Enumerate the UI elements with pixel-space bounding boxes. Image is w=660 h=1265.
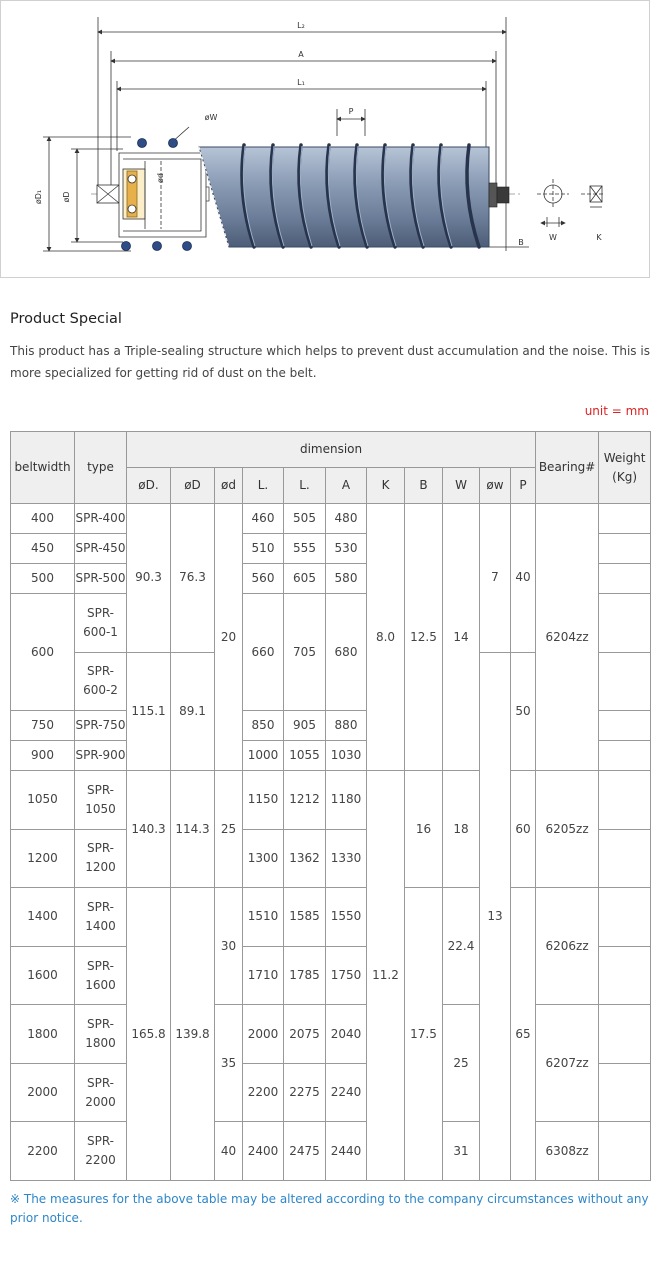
- label-phid: ød: [156, 173, 165, 183]
- cell-B: 17.5: [405, 888, 443, 1181]
- cell-weight: [599, 711, 651, 741]
- cell-W: 31: [443, 1122, 480, 1181]
- header-A: A: [326, 468, 367, 504]
- header-beltwidth: beltwidth: [11, 432, 75, 504]
- cell-A: 2240: [326, 1063, 367, 1122]
- header-W: W: [443, 468, 480, 504]
- cell-weight: [599, 594, 651, 653]
- cell-type: SPR-1400: [75, 888, 127, 947]
- cell-type: SPR-450: [75, 534, 127, 564]
- spec-table: [10, 431, 651, 1181]
- cell-type: SPR-2000: [75, 1063, 127, 1122]
- cell-D: 89.1: [171, 652, 215, 771]
- cell-D1: 140.3: [127, 771, 171, 888]
- cell-A: 1550: [326, 888, 367, 947]
- cell-type: SPR-1050: [75, 771, 127, 830]
- cell-weight: [599, 888, 651, 947]
- cell-L1: 560: [243, 564, 284, 594]
- cell-bearing: 6206zz: [536, 888, 599, 1005]
- cell-weight: [599, 771, 651, 830]
- table-row: [11, 504, 651, 534]
- header-weight: Weight (Kg): [599, 432, 651, 504]
- cell-L2: 1055: [284, 741, 326, 771]
- label-phiD: øD: [62, 191, 71, 203]
- cell-weight: [599, 829, 651, 888]
- cell-D1: 115.1: [127, 652, 171, 771]
- cell-A: 2040: [326, 1005, 367, 1064]
- cell-L2: 1785: [284, 946, 326, 1005]
- cell-beltwidth: 2000: [11, 1063, 75, 1122]
- cell-L2: 705: [284, 594, 326, 711]
- cell-beltwidth: 1050: [11, 771, 75, 830]
- table-row: [11, 888, 651, 947]
- cell-bearing: 6207zz: [536, 1005, 599, 1122]
- cell-L1: 1300: [243, 829, 284, 888]
- cell-D1: 165.8: [127, 888, 171, 1181]
- cell-L1: 1710: [243, 946, 284, 1005]
- cell-weight: [599, 1122, 651, 1181]
- cell-weight: [599, 741, 651, 771]
- cell-L2: 555: [284, 534, 326, 564]
- cell-D: 76.3: [171, 504, 215, 653]
- cell-weight: [599, 504, 651, 534]
- cell-W: 22.4: [443, 888, 480, 1005]
- table-row: [11, 771, 651, 830]
- disclaimer-note: ※ The measures for the above table may be altered according to the company circumstances without any prior notice.: [10, 1192, 649, 1225]
- cell-L2: 905: [284, 711, 326, 741]
- cell-weight: [599, 564, 651, 594]
- cell-beltwidth: 1800: [11, 1005, 75, 1064]
- cell-K: 8.0: [367, 504, 405, 771]
- section-title: Product Special: [10, 311, 122, 327]
- cell-w: 13: [480, 652, 511, 1180]
- cell-weight: [599, 652, 651, 711]
- cell-D1: 90.3: [127, 504, 171, 653]
- label-phiW: øW: [204, 113, 218, 122]
- cell-beltwidth: 400: [11, 504, 75, 534]
- cell-L2: 2275: [284, 1063, 326, 1122]
- cell-A: 580: [326, 564, 367, 594]
- cell-L1: 510: [243, 534, 284, 564]
- cell-weight: [599, 534, 651, 564]
- cell-beltwidth: 2200: [11, 1122, 75, 1181]
- cell-P: 65: [511, 888, 536, 1181]
- cell-type: SPR-900: [75, 741, 127, 771]
- cell-P: 40: [511, 504, 536, 653]
- cell-type: SPR-2200: [75, 1122, 127, 1181]
- label-A: A: [298, 50, 304, 59]
- cell-type: SPR-600-1: [75, 594, 127, 653]
- cell-type: SPR-1200: [75, 829, 127, 888]
- header-L2: L.: [284, 468, 326, 504]
- cell-D: 114.3: [171, 771, 215, 888]
- cell-A: 480: [326, 504, 367, 534]
- shaft-end-view: [537, 179, 605, 227]
- header-bearing: Bearing#: [536, 432, 599, 504]
- label-P: P: [348, 107, 354, 116]
- label-L2: L₂: [297, 21, 305, 30]
- header-w: øw: [480, 468, 511, 504]
- header-type: type: [75, 432, 127, 504]
- unit-label: unit = mm: [584, 404, 649, 418]
- cell-L2: 2475: [284, 1122, 326, 1181]
- product-description: This product has a Triple-sealing structure which helps to prevent dust accumulation and the noise. This is more specialized for getting rid of dust on the belt.: [10, 344, 650, 380]
- cell-beltwidth: 1400: [11, 888, 75, 947]
- cell-d: 25: [215, 771, 243, 888]
- cell-type: SPR-750: [75, 711, 127, 741]
- cell-D: 139.8: [171, 888, 215, 1181]
- cell-beltwidth: 450: [11, 534, 75, 564]
- cell-L1: 1000: [243, 741, 284, 771]
- cell-d: 30: [215, 888, 243, 1005]
- cell-type: SPR-1600: [75, 946, 127, 1005]
- cell-L2: 1362: [284, 829, 326, 888]
- cell-type: SPR-500: [75, 564, 127, 594]
- header-D1: øD.: [127, 468, 171, 504]
- cell-L2: 605: [284, 564, 326, 594]
- cell-beltwidth: 900: [11, 741, 75, 771]
- label-B: B: [518, 238, 524, 247]
- header-d: ød: [215, 468, 243, 504]
- cell-P: 50: [511, 652, 536, 771]
- cell-beltwidth: 600: [11, 594, 75, 711]
- cell-A: 1750: [326, 946, 367, 1005]
- cell-W: 18: [443, 771, 480, 888]
- cell-L1: 1150: [243, 771, 284, 830]
- cell-beltwidth: 750: [11, 711, 75, 741]
- cell-L1: 460: [243, 504, 284, 534]
- table-row: [11, 1005, 651, 1064]
- header-L1: L.: [243, 468, 284, 504]
- cell-P: 60: [511, 771, 536, 888]
- cell-L1: 2000: [243, 1005, 284, 1064]
- cell-B: 16: [405, 771, 443, 888]
- cell-weight: [599, 946, 651, 1005]
- cell-beltwidth: 500: [11, 564, 75, 594]
- cell-L1: 660: [243, 594, 284, 711]
- cell-beltwidth: 1600: [11, 946, 75, 1005]
- cell-B: 12.5: [405, 504, 443, 771]
- cell-W: 14: [443, 504, 480, 771]
- cell-A: 680: [326, 594, 367, 711]
- cell-W: 25: [443, 1005, 480, 1122]
- cell-L1: 2200: [243, 1063, 284, 1122]
- cell-A: 1330: [326, 829, 367, 888]
- cell-L2: 1212: [284, 771, 326, 830]
- cell-bearing: 6205zz: [536, 771, 599, 888]
- label-W: W: [549, 233, 557, 242]
- header-P: P: [511, 468, 536, 504]
- label-L1: L₁: [297, 78, 305, 87]
- cell-L1: 2400: [243, 1122, 284, 1181]
- cell-A: 880: [326, 711, 367, 741]
- cell-type: SPR-400: [75, 504, 127, 534]
- technical-drawing: [0, 0, 650, 278]
- cell-bearing: 6308zz: [536, 1122, 599, 1181]
- cell-type: SPR-1800: [75, 1005, 127, 1064]
- cell-d: 20: [215, 504, 243, 771]
- table-row: [11, 1122, 651, 1181]
- cell-K: 11.2: [367, 771, 405, 1181]
- cell-L2: 1585: [284, 888, 326, 947]
- header-B: B: [405, 468, 443, 504]
- cell-L2: 2075: [284, 1005, 326, 1064]
- cell-type: SPR-600-2: [75, 652, 127, 711]
- cell-L2: 505: [284, 504, 326, 534]
- bearing-housing: [119, 153, 206, 237]
- cell-w: 7: [480, 504, 511, 653]
- cell-A: 1180: [326, 771, 367, 830]
- roller-diagram: [1, 1, 651, 279]
- header-K: K: [367, 468, 405, 504]
- cell-weight: [599, 1063, 651, 1122]
- label-K: K: [596, 233, 602, 242]
- label-phiD1: øD₁: [34, 189, 43, 205]
- cell-L1: 850: [243, 711, 284, 741]
- cell-d: 40: [215, 1122, 243, 1181]
- cell-d: 35: [215, 1005, 243, 1122]
- shaft-right: [497, 187, 509, 203]
- cell-beltwidth: 1200: [11, 829, 75, 888]
- cell-L1: 1510: [243, 888, 284, 947]
- header-D: øD: [171, 468, 215, 504]
- cell-bearing: 6204zz: [536, 504, 599, 771]
- cell-A: 1030: [326, 741, 367, 771]
- cell-weight: [599, 1005, 651, 1064]
- header-dimension: dimension: [127, 432, 536, 468]
- cell-A: 530: [326, 534, 367, 564]
- cell-A: 2440: [326, 1122, 367, 1181]
